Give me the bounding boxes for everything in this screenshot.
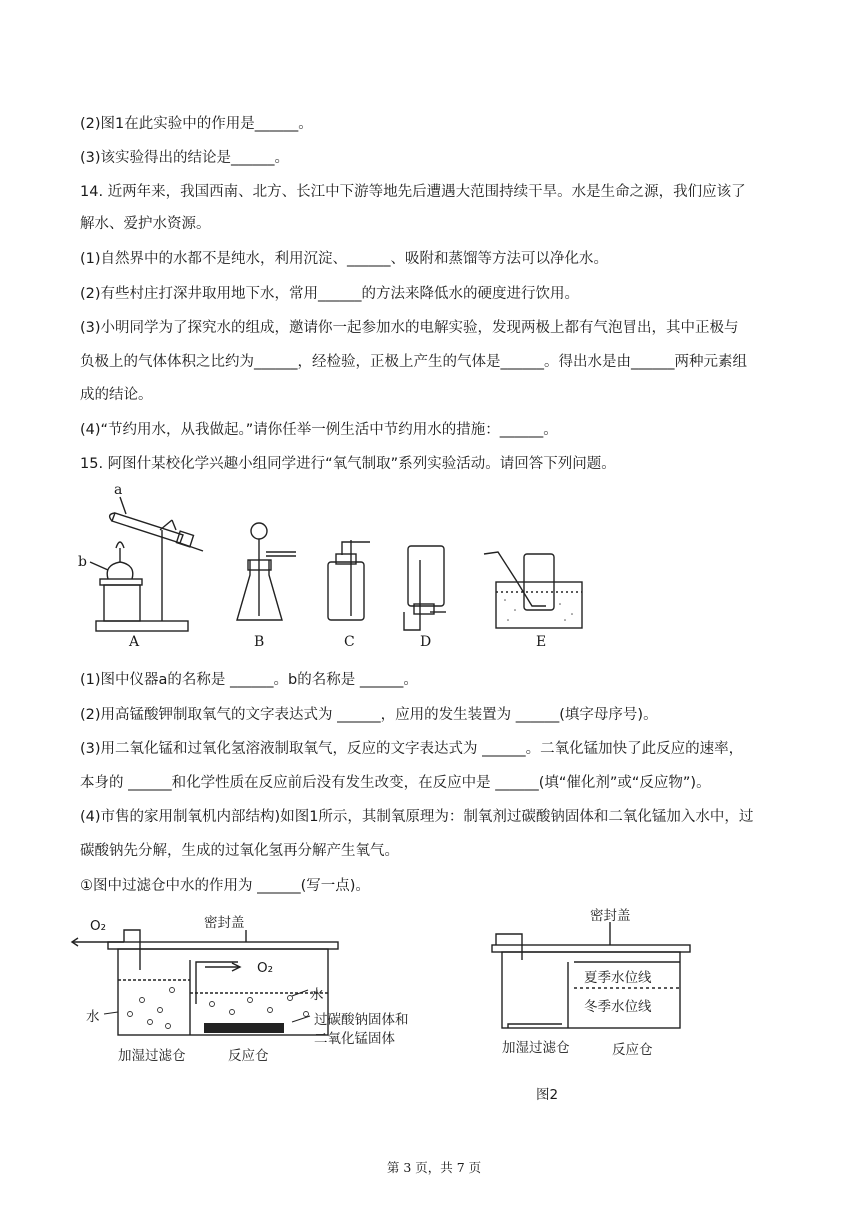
fig2-caption: 图2 bbox=[536, 1087, 559, 1103]
fig1-o2-inner: O₂ bbox=[257, 960, 274, 976]
fig1-filter: 加湿过滤仓 bbox=[118, 1048, 186, 1064]
question-15-stem: 15. 阿图什某校化学兴趣小组同学进行“氧气制取”系列实验活动。请回答下列问题。 bbox=[80, 456, 616, 472]
fig2-winter-line: 冬季水位线 bbox=[584, 999, 652, 1015]
question-15-part4-cont: 碳酸钠先分解，生成的过氧化氢再分解产生氧气。 bbox=[80, 843, 399, 859]
question-14-part3: (3)小明同学为了探究水的组成，邀请你一起参加水的电解实验，发现两极上都有气泡冒出，其中正极与 bbox=[80, 320, 739, 336]
label-a: a bbox=[114, 482, 123, 498]
fig2-summer-line: 夏季水位线 bbox=[584, 970, 652, 986]
question-14-stem: 14. 近两年来，我国西南、北方、长江中下游等地先后遭遇大范围持续干旱。水是生命之源，我们应该了 bbox=[80, 184, 746, 200]
apparatus-label-C: C bbox=[344, 634, 355, 650]
question-15-part3-cont: 本身的 ______和化学性质在反应前后没有发生改变，在反应中是 ______(填“催化剂”或“反应物”)。 bbox=[80, 775, 711, 791]
fig1-reagent-line1: 过碳酸钠固体和 bbox=[314, 1012, 409, 1028]
fig1-o2-out: O₂ bbox=[90, 918, 107, 934]
apparatus-label-E: E bbox=[536, 634, 547, 650]
question-14-part3-end: 成的结论。 bbox=[80, 387, 153, 403]
question-13-part3: (3)该实验得出的结论是______。 bbox=[80, 150, 290, 166]
question-14-part1: (1)自然界中的水都不是纯水，利用沉淀、______、吸附和蒸馏等方法可以净化水。 bbox=[80, 251, 609, 267]
question-15-part4-sub1: ①图中过滤仓中水的作用为 ______(写一点)。 bbox=[80, 878, 370, 894]
question-14-part2: (2)有些村庄打深井取用地下水，常用______的方法来降低水的硬度进行饮用。 bbox=[80, 286, 580, 302]
page-footer: 第 3 页，共 7 页 bbox=[386, 1160, 482, 1175]
question-14-stem-cont: 解水、爱护水资源。 bbox=[80, 216, 211, 232]
label-b: b bbox=[78, 554, 87, 570]
apparatus-label-D: D bbox=[420, 634, 432, 650]
apparatus-label-B: B bbox=[254, 634, 265, 650]
apparatus-label-A: A bbox=[129, 634, 140, 650]
question-15-part3: (3)用二氧化锰和过氧化氢溶液制取氧气，反应的文字表达式为 ______。二氧化锰加快了此反应的速率， bbox=[80, 741, 744, 757]
fig1-water-left: 水 bbox=[86, 1009, 100, 1025]
question-14-part3-cont: 负极上的气体体积之比约为______，经检验，正极上产生的气体是______。得出水是由______两种元素组 bbox=[80, 354, 747, 370]
question-14-part4: (4)“节约用水，从我做起。”请你任举一例生活中节约用水的措施：______。 bbox=[80, 422, 558, 438]
fig2-reaction: 反应仓 bbox=[612, 1042, 653, 1058]
fig1-reagent-line2: 二氧化锰固体 bbox=[314, 1031, 395, 1047]
question-13-part2: (2)图1在此实验中的作用是______。 bbox=[80, 116, 313, 132]
fig1-water-right: 水 bbox=[310, 987, 324, 1003]
question-15-part4: (4)市售的家用制氧机内部结构)如图1所示，其制氧原理为：制氧剂过碳酸钠固体和二氧化锰加入水中，过 bbox=[80, 809, 754, 825]
fig1-cover: 密封盖 bbox=[204, 915, 245, 931]
question-15-part1: (1)图中仪器a的名称是 ______。b的名称是 ______。 bbox=[80, 672, 418, 688]
fig1-reaction: 反应仓 bbox=[228, 1048, 269, 1064]
fig2-cover: 密封盖 bbox=[590, 908, 631, 924]
fig2-filter: 加湿过滤仓 bbox=[502, 1040, 570, 1056]
question-15-part2: (2)用高锰酸钾制取氧气的文字表达式为 ______，应用的发生装置为 ______(填字母序号)。 bbox=[80, 707, 658, 723]
